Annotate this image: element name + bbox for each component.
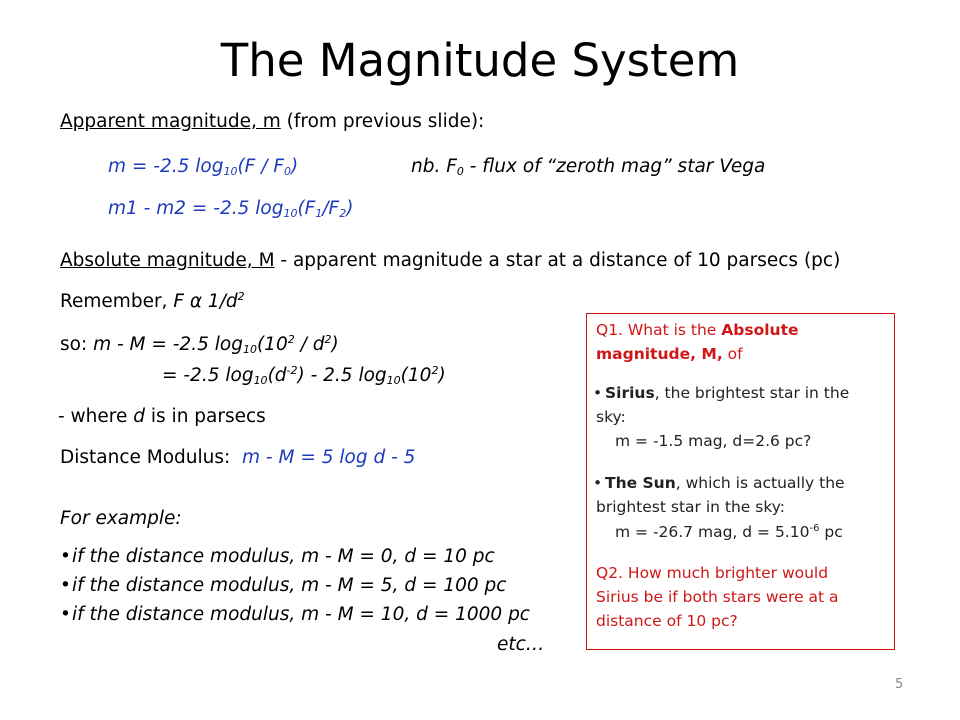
apparent-equation (108, 155, 298, 179)
eq2-sub: 10 (283, 207, 298, 220)
eq2-sub3: 2 (339, 207, 347, 220)
q1-line-2 (596, 344, 743, 365)
line2-pre: = -2.5 log (162, 365, 254, 386)
so-sup1: 2 (287, 333, 295, 346)
magnitude-difference-equation (108, 197, 353, 221)
line2-sup2: 2 (431, 364, 439, 377)
apparent-heading-line (60, 110, 484, 134)
where-d: d (133, 406, 146, 427)
so-eq-pre: m - M = -2.5 log (93, 334, 243, 355)
distance-modulus-line (60, 446, 415, 470)
q2-line: distance of 10 pc? (596, 612, 738, 630)
q2-line: Sirius be if both stars were at a (596, 588, 839, 606)
eq2-mid: (F (297, 198, 316, 219)
q2-line: Q2. How much brighter would (596, 564, 829, 582)
examples-etc: etc… (497, 634, 545, 655)
line2-post: ) (438, 365, 446, 386)
remember-line (60, 290, 245, 314)
sirius-item (593, 383, 849, 404)
eq2-post: ) (346, 198, 354, 219)
distance-modulus-label: Distance Modulus: (60, 447, 231, 468)
absolute-heading: Absolute magnitude, M (60, 250, 275, 271)
q1-pre: Q1. What is the (596, 321, 722, 339)
remember-pre: Remember, (60, 291, 174, 312)
sun-line1-post: , which is actually the (675, 474, 845, 492)
where-line (58, 405, 266, 429)
so-line-2 (162, 364, 446, 388)
sun-line-2: brightest star in the sky: (596, 498, 786, 516)
sun-values-pre: m = -26.7 mag, d = 5.10 (615, 523, 810, 541)
line2-mid2: ) - 2.5 log (297, 365, 387, 386)
absolute-heading-line (60, 249, 840, 273)
vega-note (411, 155, 765, 179)
sirius-line-2: sky: (596, 408, 626, 426)
so-post: ) (331, 334, 339, 355)
sirius-values: m = -1.5 mag, d=2.6 pc? (615, 432, 812, 450)
so-label: so: (60, 334, 94, 355)
where-post: is in parsecs (145, 406, 266, 427)
nb-sub: 0 (456, 165, 464, 178)
nb-post: - flux of “zeroth mag” star Vega (463, 156, 766, 177)
remember-sup: 2 (237, 290, 245, 303)
where-pre: - where (58, 406, 134, 427)
so-mid2: / d (294, 334, 325, 355)
q1-line2-post: of (722, 345, 743, 363)
page-number: 5 (895, 677, 904, 692)
so-sub: 10 (242, 343, 257, 356)
sun-values-sup: -6 (809, 523, 820, 534)
example-item (60, 574, 506, 598)
line2-sup: -2 (286, 364, 298, 377)
nb-pre: nb. F (411, 156, 457, 177)
sun-values (615, 522, 843, 543)
so-sup2: 2 (324, 333, 332, 346)
example-item-text: if the distance modulus, m - M = 0, d = 10 pc (72, 546, 495, 567)
line2-mid3: (10 (400, 365, 432, 386)
eq2-pre: m1 - m2 = -2.5 log (108, 198, 284, 219)
slide-title: The Magnitude System (220, 34, 740, 87)
eq1-mid: (F / F (237, 156, 284, 177)
questions-box (586, 313, 895, 650)
sun-item (593, 473, 845, 494)
examples-heading: For example: (60, 508, 182, 529)
eq1-post: ) (290, 156, 299, 177)
absolute-heading-suffix: - apparent magnitude a star at a distance of 10 parsecs (pc) (274, 250, 841, 271)
line2-mid: (d (267, 365, 287, 386)
example-item-text: if the distance modulus, m - M = 10, d = 1000 pc (72, 604, 530, 625)
distance-modulus-equation: m - M = 5 log d - 5 (242, 447, 416, 468)
line2-sub2: 10 (386, 374, 401, 387)
so-line (60, 333, 339, 357)
q1-line-1 (596, 320, 799, 341)
eq2-mid2: /F (322, 198, 340, 219)
q1-line2-bold: magnitude, M, (596, 345, 723, 363)
eq1-sub: 10 (223, 165, 238, 178)
example-item (60, 545, 495, 569)
sun-values-post: pc (819, 523, 843, 541)
eq1-sub2: 0 (283, 165, 291, 178)
remember-eq: F α 1/d (173, 291, 238, 312)
sirius-name: Sirius (605, 384, 655, 402)
eq2-sub2: 1 (315, 207, 323, 220)
example-item-text: if the distance modulus, m - M = 5, d = 100 pc (72, 575, 507, 596)
so-mid: (10 (256, 334, 288, 355)
eq1-pre: m = -2.5 log (108, 156, 224, 177)
q1-bold: Absolute (721, 321, 799, 339)
apparent-heading: Apparent magnitude, m (60, 111, 281, 132)
line2-sub: 10 (253, 374, 268, 387)
apparent-heading-suffix: (from previous slide): (286, 111, 485, 132)
sun-name: The Sun (605, 474, 676, 492)
example-item (60, 603, 530, 627)
sirius-line1-post: , the brightest star in the (654, 384, 850, 402)
